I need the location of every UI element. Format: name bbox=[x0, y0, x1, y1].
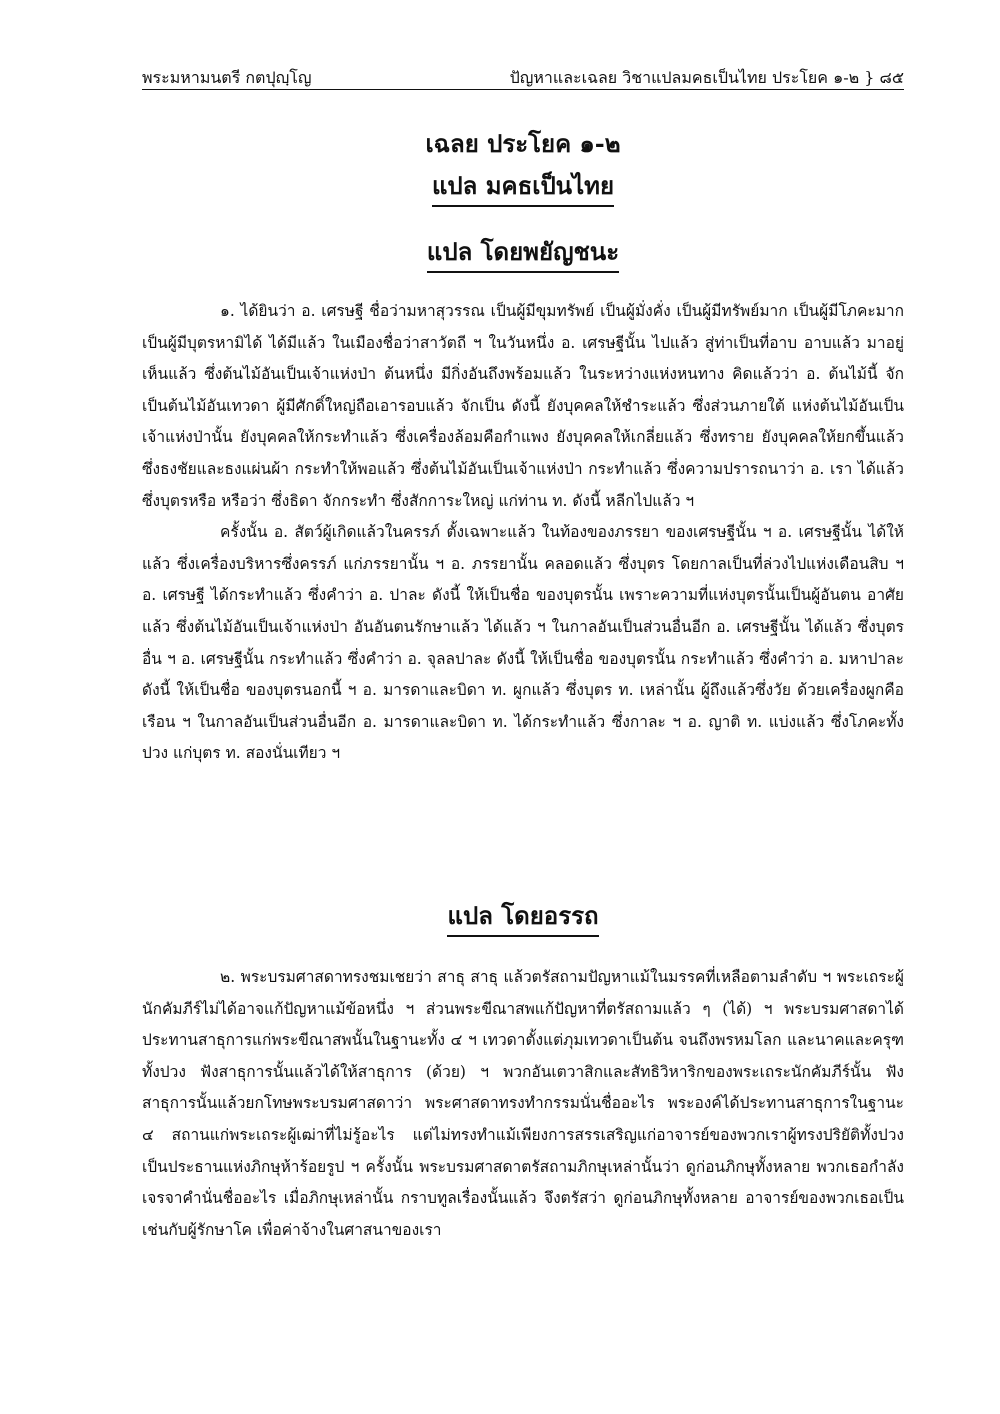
paragraph: ๒. พระบรมศาสดาทรงชมเชยว่า สาธุ สาธุ แล้วตรัสถามปัญหาแม้ในมรรคที่เหลือตามลำดับ ฯ พระเถระผู้นักคัมภีร์ไม่ได้อาจแก้ปัญหาแม้ข้อหนึ่ง ฯ ส่วนพระขีณาสพแก้ปัญหาที่ตรัสถามแล้ว ๆ (ได้) ฯ พระบรมศาสดาได้ประทานสาธุการแก่พระขีณาสพนั้นในฐานะทั้ง ๔ ฯ เทวดาตั้งแต่ภุมเทวดาเป็นต้น จนถึงพรหมโลก และนาคและครุฑทั้งปวง ฟังสาธุการนั้นแล้วได้ให้สาธุการ (ด้วย) ฯ พวกอันเตวาสิกและสัทธิวิหาริกของพระเถระนักคัมภีร์นั้น ฟังสาธุการนั้นแล้วยกโทษพระบรมศาสดาว่า พระศาสดาทรงทำกรรมนั่นชื่ออะไร พระองค์ได้ประทานสาธุการในฐานะ ๔ สถานแก่พระเถระผู้เฒ่าที่ไม่รู้อะไร แต่ไม่ทรงทำแม้เพียงการสรรเสริญแก่อาจารย์ของพวกเราผู้ทรงปริยัติทั้งปวง เป็นประธานแห่งภิกษุห้าร้อยรูป ฯ ครั้งนั้น พระบรมศาสดาตรัสถามภิกษุเหล่านั้นว่า ดูก่อนภิกษุทั้งหลาย พวกเธอกำลังเจรจาคำนั่นชื่ออะไร เมื่อภิกษุเหล่านั้น กราบทูลเรื่องนั้นแล้ว จึงตรัสว่า ดูก่อนภิกษุทั้งหลาย อาจารย์ของพวกเธอเป็นเช่นกับผู้รักษาโค เพื่อค่าจ้างในศาสนาของเรา bbox=[142, 968, 904, 1239]
section-literal-body bbox=[142, 296, 904, 770]
paragraph: ครั้งนั้น อ. สัตว์ผู้เกิดแล้วในครรภ์ ตั้งเฉพาะแล้ว ในท้องของภรรยา ของเศรษฐีนั้น ฯ อ. เศรษฐีนั้น ได้ให้แล้ว ซึ่งเครื่องบริหารซึ่งครรภ์ แก่ภรรยานั้น ฯ อ. ภรรยานั้น คลอดแล้ว ซึ่งบุตร โดยกาลเป็นที่ล่วงไปแห่งเดือนสิบ ฯ อ. เศรษฐี ได้กระทำแล้ว ซึ่งคำว่า อ. ปาละ ดังนี้ ให้เป็นชื่อ ของบุตรนั้น เพราะความที่แห่งบุตรนั้นเป็นผู้อันตน อาศัยแล้ว ซึ่งต้นไม้อันเป็นเจ้าแห่งป่า อันอันตนรักษาแล้ว ได้แล้ว ฯ ในกาลอันเป็นส่วนอื่นอีก อ. เศรษฐีนั้น ได้แล้ว ซึ่งบุตรอื่น ฯ อ. เศรษฐีนั้น กระทำแล้ว ซึ่งคำว่า อ. จุลลปาละ ดังนี้ ให้เป็นชื่อ ของบุตรนั้น กระทำแล้ว ซึ่งคำว่า อ. มหาปาละ ดังนี้ ให้เป็นชื่อ ของบุตรนอกนี้ ฯ อ. มารดาและบิดา ท. ผูกแล้ว ซึ่งบุตร ท. เหล่านั้น ผู้ถึงแล้วซึ่งวัย ด้วยเครื่องผูกคือเรือน ฯ ในกาลอันเป็นส่วนอื่นอีก อ. มารดาและบิดา ท. ได้กระทำแล้ว ซึ่งกาละ ฯ อ. ญาติ ท. แบ่งแล้ว ซึ่งโภคะทั้งปวง แก่บุตร ท. สองนั่นเทียว ฯ bbox=[142, 523, 904, 763]
subtitle bbox=[142, 170, 904, 207]
section-heading-meaning-text: แปล โดยอรรถ bbox=[447, 900, 598, 937]
paragraph: ๑. ได้ยินว่า อ. เศรษฐี ชื่อว่ามหาสุวรรณ เป็นผู้มีขุมทรัพย์ เป็นผู้มั่งคั่ง เป็นผู้มีทรัพย์มาก เป็นผู้มีโภคะมาก เป็นผู้มีบุตรหามิได้ ได้มีแล้ว ในเมืองชื่อว่าสาวัตถี ฯ ในวันหนึ่ง อ. เศรษฐีนั้น ไปแล้ว สู่ท่าเป็นที่อาบ อาบแล้ว มาอยู่ เห็นแล้ว ซึ่งต้นไม้อันเป็นเจ้าแห่งป่า ต้นหนึ่ง มีกิ่งอันถึงพร้อมแล้ว ในระหว่างแห่งหนทาง คิดแล้วว่า อ. ต้นไม้นี้ จักเป็นต้นไม้อันเทวดา ผู้มีศักดิ์ใหญ่ถือเอารอบแล้ว จักเป็น ดังนี้ ยังบุคคลให้ชำระแล้ว ซึ่งส่วนภายใต้ แห่งต้นไม้อันเป็นเจ้าแห่งป่านั้น ยังบุคคลให้กระทำแล้ว ซึ่งเครื่องล้อมคือกำแพง ยังบุคคลให้เกลี่ยแล้ว ซึ่งทราย ยังบุคคลให้ยกขึ้นแล้ว ซึ่งธงชัยและธงแผ่นผ้า กระทำให้พอแล้ว ซึ่งต้นไม้อันเป็นเจ้าแห่งป่า กระทำแล้ว ซึ่งความปรารถนาว่า อ. เรา ได้แล้ว ซึ่งบุตรหรือ หรือว่า ซึ่งธิดา จักกระทำ ซึ่งสักการะใหญ่ แก่ท่าน ท. ดังนี้ หลีกไปแล้ว ฯ bbox=[142, 302, 904, 510]
section-meaning-body bbox=[142, 962, 904, 1246]
running-header bbox=[142, 62, 904, 90]
main-title bbox=[142, 128, 904, 160]
subtitle-text: แปล มคธเป็นไทย bbox=[432, 170, 614, 207]
header-author: พระมหามนตรี กตปุญฺโญ bbox=[142, 68, 312, 87]
section-heading-literal bbox=[142, 236, 904, 273]
section-heading-literal-text: แปล โดยพยัญชนะ bbox=[427, 236, 619, 273]
header-book-title: ปัญหาและเฉลย วิชาแปลมคธเป็นไทย ประโยค ๑-๒ } ๘๕ bbox=[509, 68, 904, 87]
section-heading-meaning bbox=[142, 900, 904, 937]
main-title-text: เฉลย ประโยค ๑-๒ bbox=[425, 129, 621, 158]
